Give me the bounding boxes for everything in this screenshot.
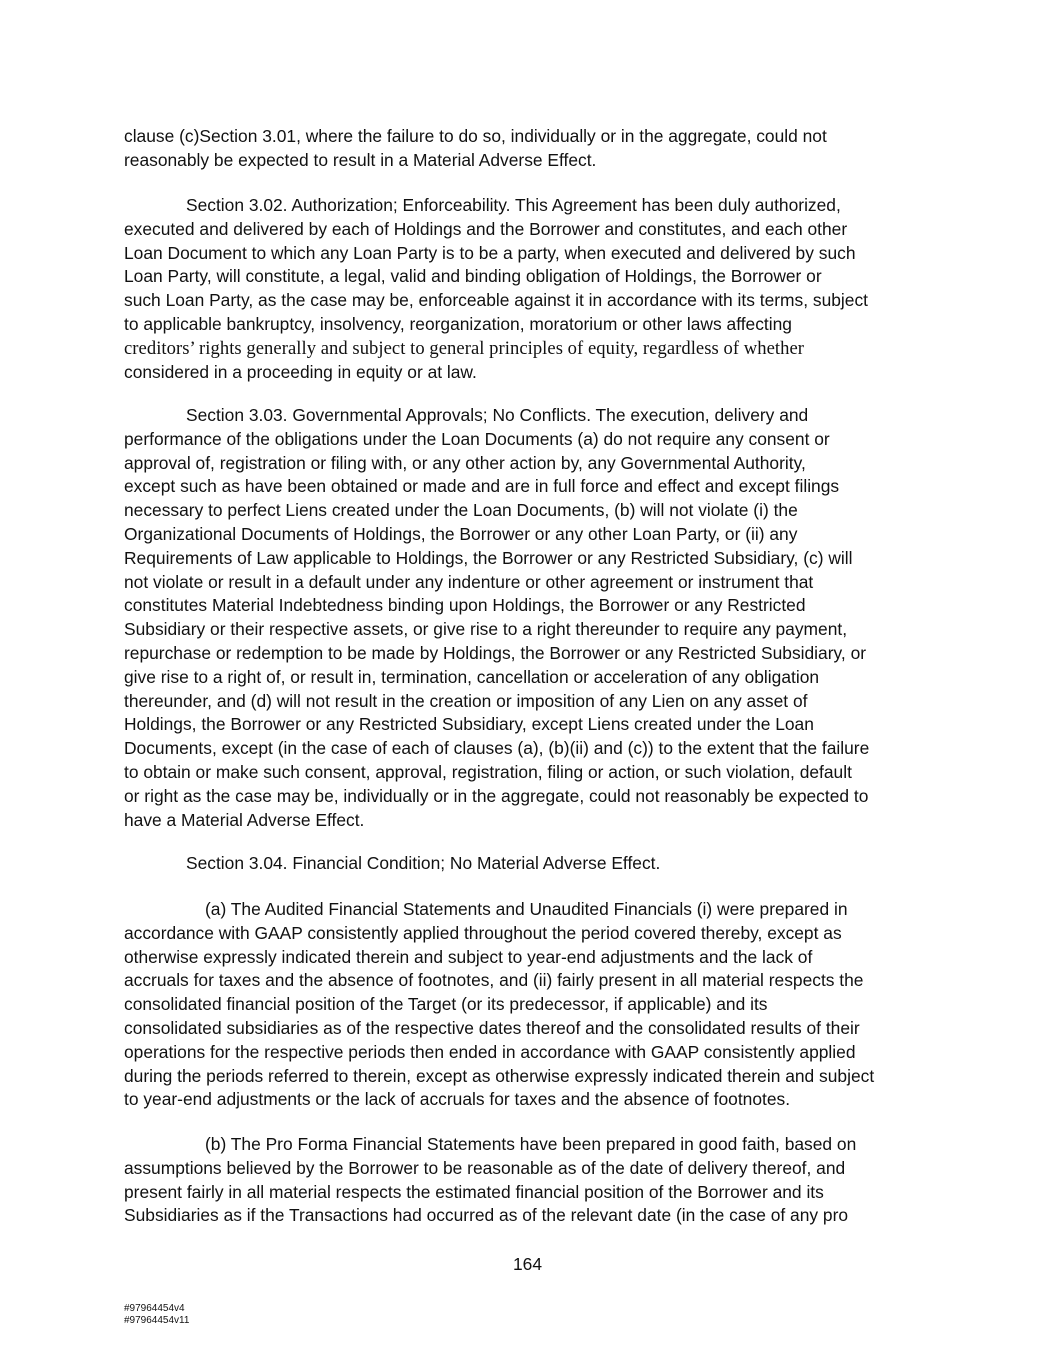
- section-heading-line: Section 3.04. Financial Condition; No Material Adverse Effect.: [186, 853, 661, 873]
- text-line: Organizational Documents of Holdings, the Borrower or any other Loan Party, or (ii) any: [124, 523, 798, 544]
- section-heading-line: Section 3.03. Governmental Approvals; No Conflicts. The execution, delivery and: [186, 405, 809, 425]
- text-line: consolidated financial position of the Target (or its predecessor, if applicable) and its: [124, 994, 768, 1015]
- page-number: 164: [512, 1254, 542, 1274]
- text-line: assumptions believed by the Borrower to be reasonable as of the date of delivery thereof, and: [124, 1157, 846, 1178]
- text-line: clause (c)Section 3.01, where the failure to do so, individually or in the aggregate, could not: [124, 126, 827, 146]
- paragraph-section-3-03: [124, 404, 930, 832]
- paragraph-clause-a: [124, 898, 930, 1112]
- text-line: Loan Party, will constitute, a legal, valid and binding obligation of Holdings, the Borrower or: [124, 266, 822, 287]
- text-line: thereunder, and (d) will not result in the creation or imposition of any Lien on any asset of: [124, 690, 808, 711]
- text-line: during the periods referred to therein, except as otherwise expressly indicated therein and subject: [124, 1065, 875, 1086]
- document-id: #97964454v4: [124, 1303, 185, 1314]
- text-line: reasonably be expected to result in a Material Adverse Effect.: [124, 149, 597, 170]
- text-line: or right as the case may be, individually or in the aggregate, could not reasonably be expected to: [124, 785, 869, 806]
- text-line: Subsidiaries as if the Transactions had occurred as of the relevant date (in the case of any pro: [124, 1205, 849, 1226]
- text-line: creditors’ rights generally and subject to general principles of equity, regardless of whether: [124, 337, 805, 359]
- text-line: performance of the obligations under the Loan Documents (a) do not require any consent or: [124, 428, 830, 449]
- clause-heading-line: (a) The Audited Financial Statements and Unaudited Financials (i) were prepared in: [205, 899, 848, 919]
- text-line: Holdings, the Borrower or any Restricted Subsidiary, except Liens created under the Loan: [124, 714, 814, 735]
- text-line: to year-end adjustments or the lack of accruals for taxes and the absence of footnotes.: [124, 1089, 791, 1110]
- text-line: except such as have been obtained or made and are in full force and effect and except filings: [124, 476, 840, 497]
- text-line: such Loan Party, as the case may be, enforceable against it in accordance with its terms, subject: [124, 290, 868, 311]
- text-line: repurchase or redemption to be made by Holdings, the Borrower or any Restricted Subsidiary, or: [124, 642, 867, 663]
- document-id: #97964454v11: [124, 1315, 190, 1326]
- text-line: accordance with GAAP consistently applied throughout the period covered thereby, except as: [124, 922, 842, 943]
- text-line: otherwise expressly indicated therein and subject to year-end adjustments and the lack of: [124, 946, 813, 967]
- section-heading-line: Section 3.02. Authorization; Enforceability. This Agreement has been duly authorized,: [186, 195, 841, 215]
- text-line: to obtain or make such consent, approval, registration, filing or action, or such violation, default: [124, 761, 852, 782]
- text-line: to applicable bankruptcy, insolvency, reorganization, moratorium or other laws affecting: [124, 313, 792, 334]
- text-line: necessary to perfect Liens created under the Loan Documents, (b) will not violate (i) the: [124, 500, 798, 521]
- paragraph-section-3-01-end: [124, 125, 930, 173]
- text-line: accruals for taxes and the absence of footnotes, and (ii) fairly present in all material respects the: [124, 970, 864, 991]
- paragraph-clause-b: [124, 1133, 930, 1228]
- text-line: executed and delivered by each of Holdings and the Borrower and constitutes, and each other: [124, 218, 848, 239]
- clause-heading-line: (b) The Pro Forma Financial Statements have been prepared in good faith, based on: [205, 1134, 857, 1154]
- text-line: not violate or result in a default under any indenture or other agreement or instrument that: [124, 571, 814, 592]
- text-line: have a Material Adverse Effect.: [124, 809, 365, 830]
- text-line: give rise to a right of, or result in, termination, cancellation or acceleration of any obligation: [124, 666, 820, 687]
- text-line: Requirements of Law applicable to Holdings, the Borrower or any Restricted Subsidiary, (c) will: [124, 547, 853, 568]
- text-line: Loan Document to which any Loan Party is to be a party, when executed and delivered by such: [124, 242, 856, 263]
- text-line: Subsidiary or their respective assets, or give rise to a right thereunder to require any payment,: [124, 619, 848, 640]
- paragraph-section-3-02: [124, 194, 930, 384]
- text-line: consolidated subsidiaries as of the respective dates thereof and the consolidated results of their: [124, 1017, 860, 1038]
- text-line: constitutes Material Indebtedness binding upon Holdings, the Borrower or any Restricted: [124, 595, 806, 616]
- text-line: considered in a proceeding in equity or at law.: [124, 361, 477, 382]
- text-line: Documents, except (in the case of each of clauses (a), (b)(ii) and (c)) to the extent that the failure: [124, 738, 870, 759]
- paragraph-section-3-04: [124, 852, 930, 876]
- text-line: present fairly in all material respects the estimated financial position of the Borrower and its: [124, 1181, 824, 1202]
- text-line: operations for the respective periods then ended in accordance with GAAP consistently applied: [124, 1041, 856, 1062]
- text-line: approval of, registration or filing with, or any other action by, any Governmental Authority,: [124, 452, 806, 473]
